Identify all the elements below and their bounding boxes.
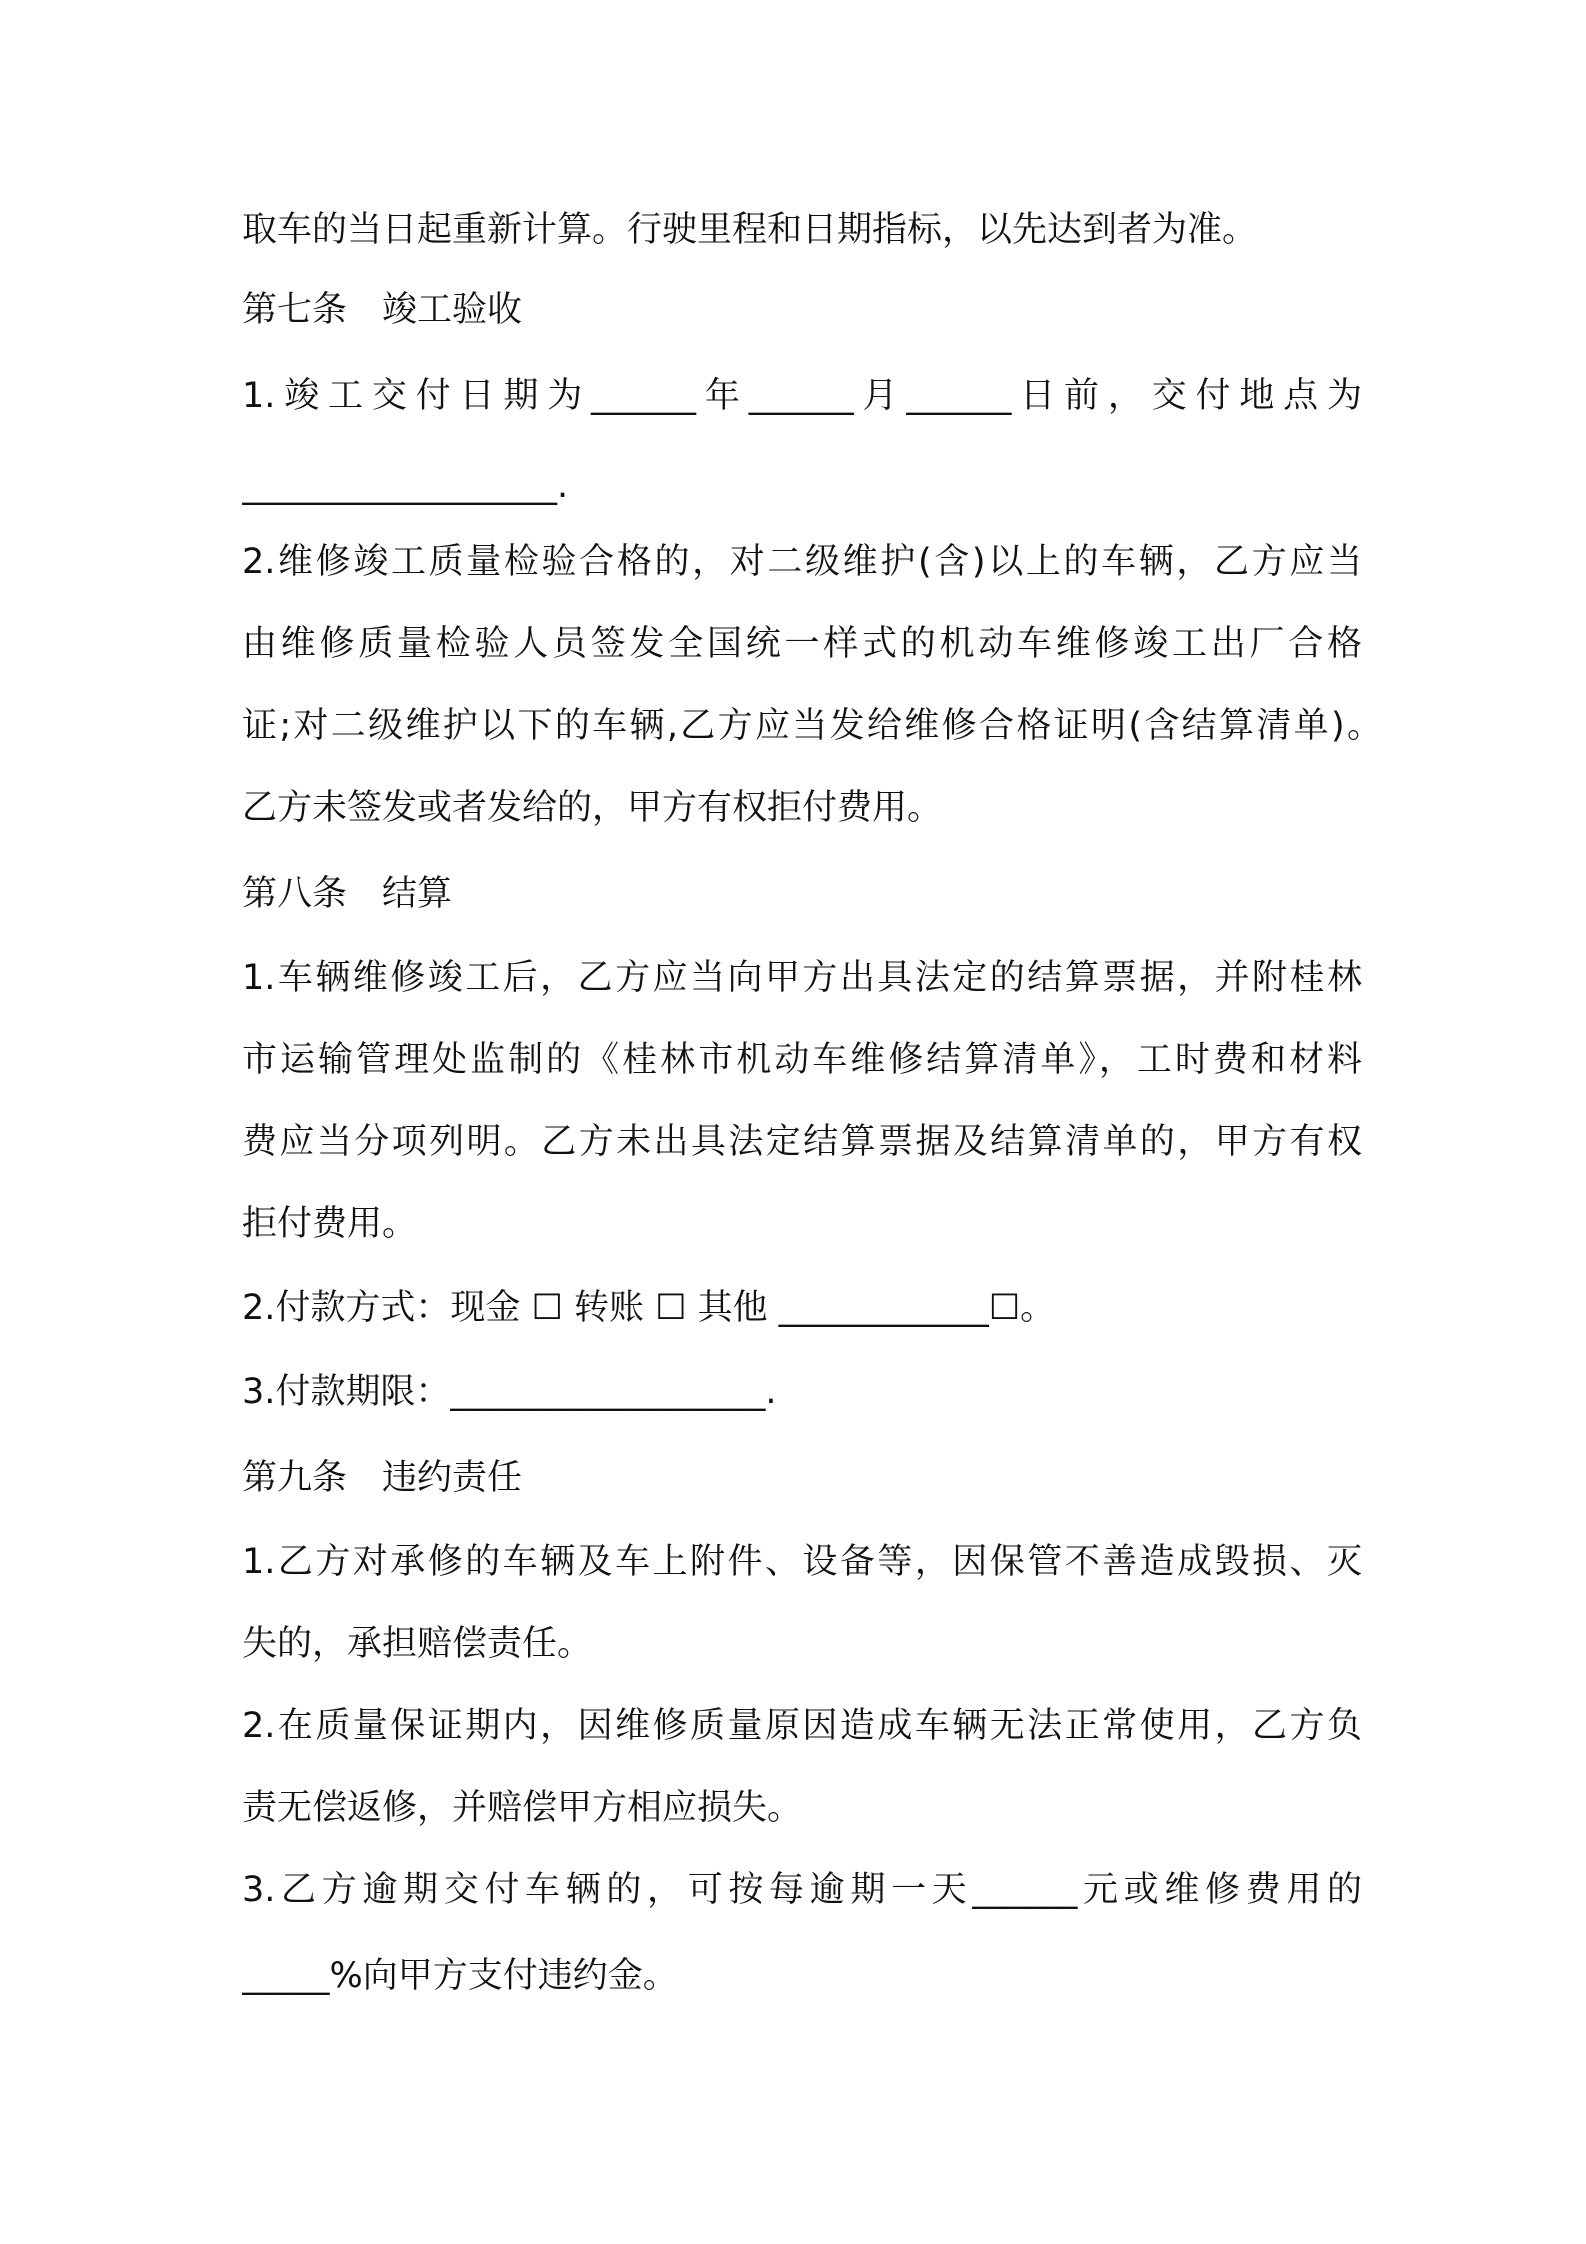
text-line: 费应当分项列明。乙方未出具法定结算票据及结算清单的，甲方有权 [242, 1122, 1362, 1162]
payment-method-line: 2.付款方式：现金 ☐ 转账 ☐ 其他 ____________☐。 [242, 1288, 1056, 1328]
text-line: 1.乙方对承修的车辆及车上附件、设备等，因保管不善造成毁损、灭 [242, 1542, 1362, 1582]
text-line: 乙方未签发或者发给的，甲方有权拒付费用。 [242, 788, 943, 828]
text-line: __________________. [242, 466, 569, 506]
text-line: 2.在质量保证期内，因维修质量原因造成车辆无法正常使用，乙方负 [242, 1706, 1362, 1746]
text-line: 证;对二级维护以下的车辆,乙方应当发给维修合格证明(含结算清单)。 [242, 706, 1382, 746]
text-line: 拒付费用。 [242, 1204, 418, 1244]
text-line: 2.维修竣工质量检验合格的，对二级维护(含)以上的车辆，乙方应当 [242, 542, 1362, 582]
text-line: 1.车辆维修竣工后，乙方应当向甲方出具法定的结算票据，并附桂林 [242, 958, 1362, 998]
text-line: 责无偿返修，并赔偿甲方相应损失。 [242, 1788, 803, 1828]
text-line: 1.竣工交付日期为______年______月______日前，交付地点为 [242, 376, 1362, 416]
section-heading-9: 第九条 违约责任 [242, 1458, 523, 1498]
section-heading-7: 第七条 竣工验收 [242, 290, 523, 330]
payment-deadline-line: 3.付款期限：__________________. [242, 1372, 777, 1412]
section-heading-8: 第八条 结算 [242, 874, 453, 914]
text-line: _____%向甲方支付违约金。 [242, 1956, 678, 1996]
text-line: 失的，承担赔偿责任。 [242, 1624, 593, 1664]
text-line: 市运输管理处监制的《桂林市机动车维修结算清单》，工时费和材料 [242, 1040, 1362, 1080]
text-line: 由维修质量检验人员签发全国统一样式的机动车维修竣工出厂合格 [242, 624, 1362, 664]
text-line: 取车的当日起重新计算。行驶里程和日期指标，以先达到者为准。 [242, 210, 1258, 250]
text-line: 3.乙方逾期交付车辆的，可按每逾期一天______元或维修费用的 [242, 1870, 1362, 1910]
